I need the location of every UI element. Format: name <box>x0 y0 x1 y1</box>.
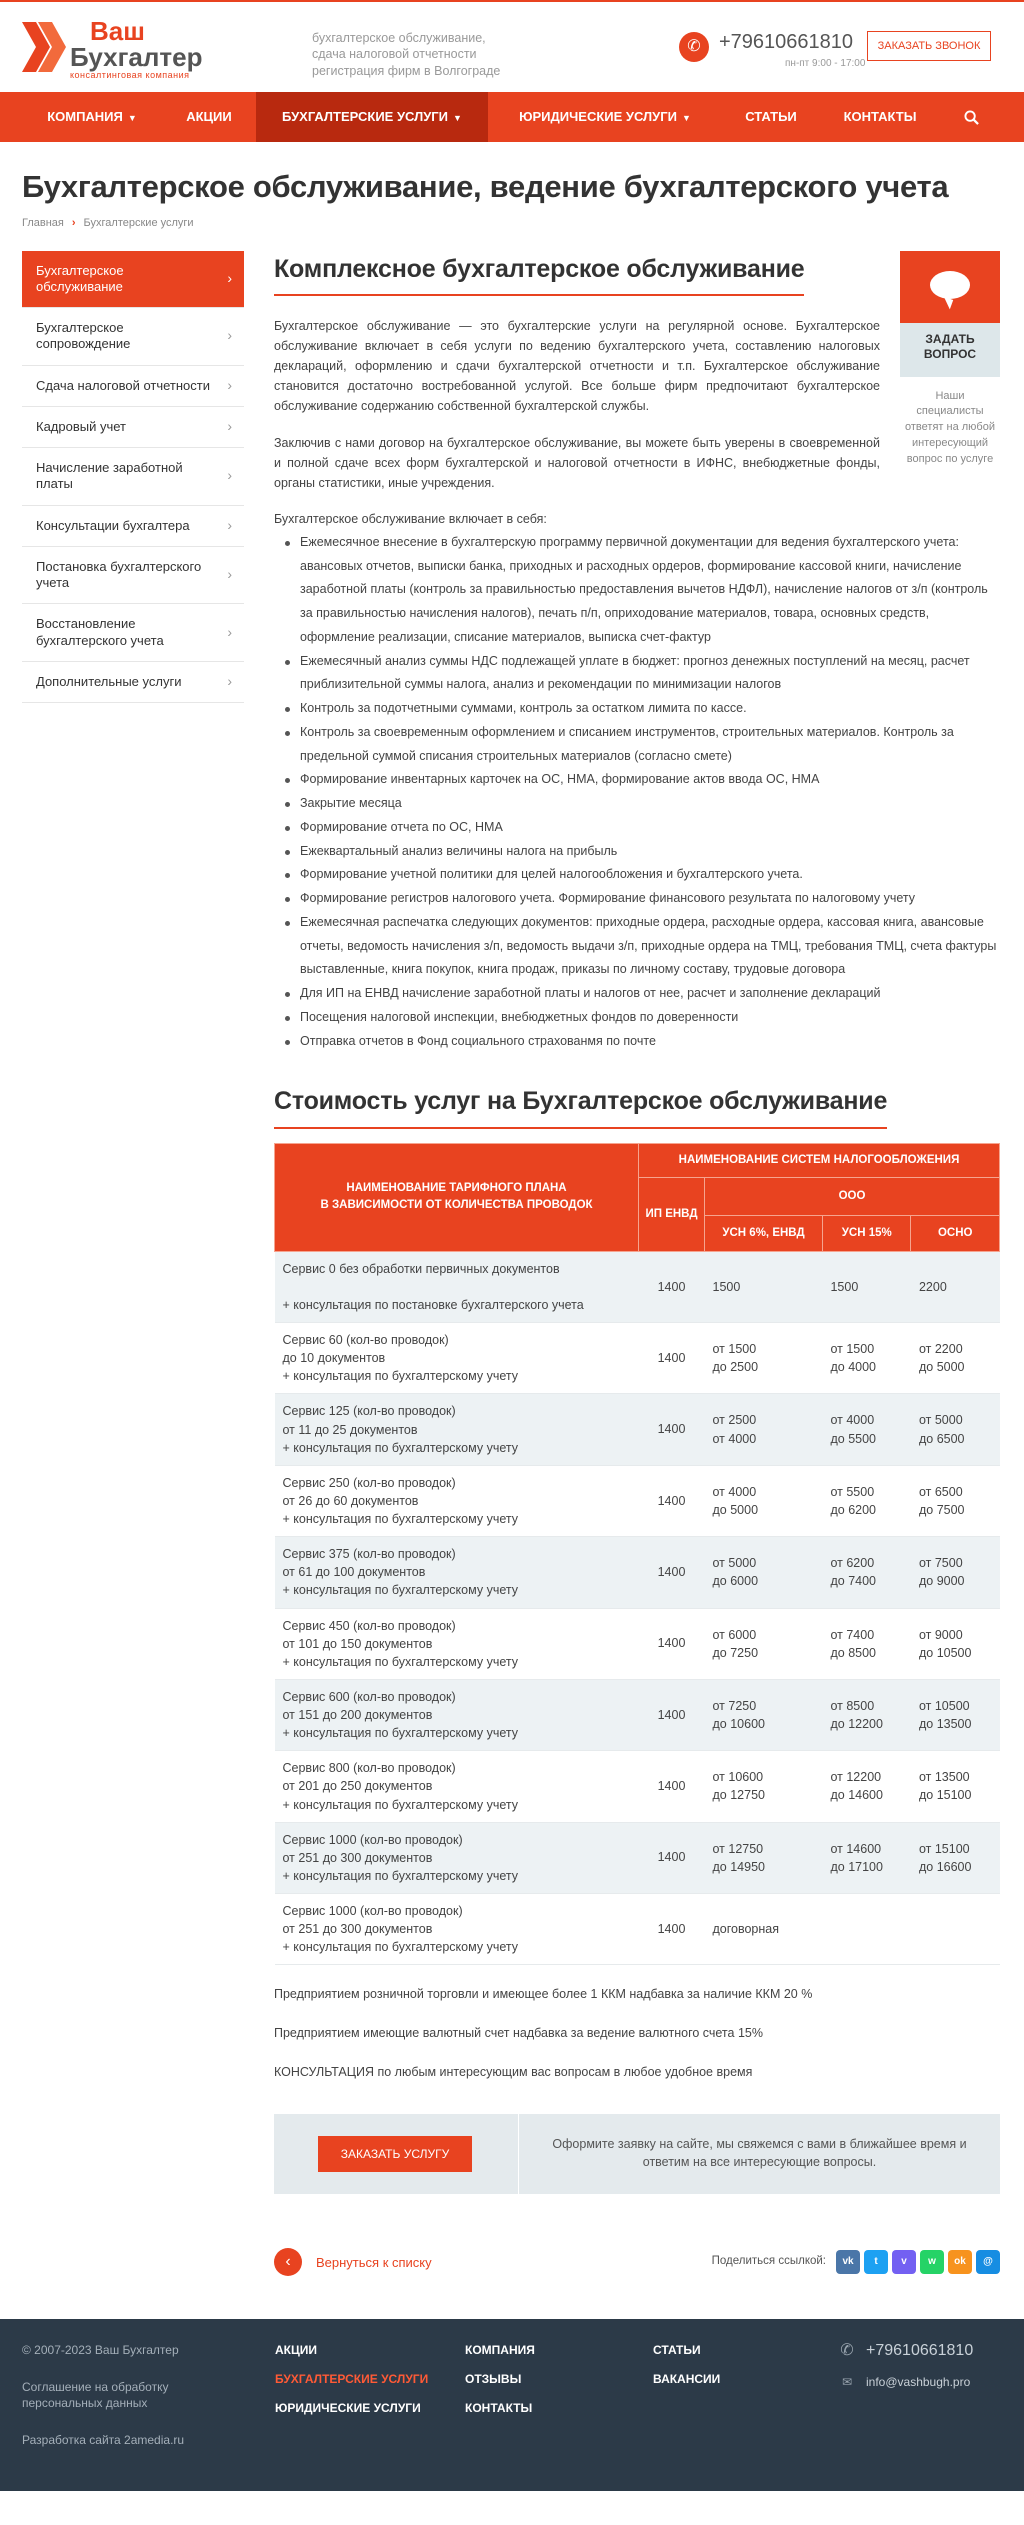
footer-col-3 <box>653 2341 720 2399</box>
osno-cell: от 5000 до 6500 <box>911 1394 1000 1465</box>
sidebar-item-label: Бухгалтерское обслуживание <box>36 262 124 294</box>
logo-chevrons-icon <box>22 22 68 72</box>
plan-line: + консультация по постановке бухгалтерского учета <box>282 1297 584 1312</box>
section-heading: Комплексное бухгалтерское обслуживание <box>274 251 804 297</box>
table-row <box>275 1465 1000 1536</box>
usn15-cell: 1500 <box>822 1251 911 1322</box>
footer-link-vacancies[interactable]: ВАКАНСИИ <box>653 2371 721 2386</box>
plan-line: Сервис 125 (кол-во проводок) <box>282 1404 456 1419</box>
chevron-right-icon: › <box>227 623 232 640</box>
list-item: Ежеквартальный анализ величины налога на прибыль <box>300 840 1000 864</box>
ooo-header: ООО <box>705 1177 1000 1215</box>
chevron-right-icon: › <box>227 467 232 484</box>
footer-link-reviews[interactable]: ОТЗЫВЫ <box>465 2371 522 2386</box>
chevron-right-icon: › <box>227 417 232 434</box>
ip-envd-cell: 1400 <box>639 1394 705 1465</box>
ip-envd-cell: 1400 <box>639 1537 705 1608</box>
phone-number[interactable]: +79610661810 <box>719 31 854 53</box>
plan-line <box>283 1278 631 1296</box>
site-logo[interactable] <box>22 16 232 80</box>
usn6-cell: от 5000 до 6000 <box>705 1537 823 1608</box>
plan-cell <box>275 1751 639 1822</box>
plan-line: Сервис 1000 (кол-во проводок) <box>282 1832 463 1847</box>
list-item: Отправка отчетов в Фонд социального страхованмя по почте <box>300 1030 1000 1054</box>
breadcrumb-current: Бухгалтерские услуги <box>83 216 194 229</box>
site-header <box>22 2 1002 92</box>
nav-item-contacts[interactable] <box>820 92 940 142</box>
usn6-cell: от 7250 до 10600 <box>705 1679 823 1750</box>
site-footer <box>0 2319 1024 2491</box>
osno-cell: от 15100 до 16600 <box>911 1822 1000 1893</box>
footer-phone[interactable] <box>840 2339 973 2363</box>
nav-item-legal-services[interactable] <box>488 92 722 142</box>
table-row <box>275 1822 1000 1893</box>
ip-envd-header: ИП ЕНВД <box>639 1177 705 1251</box>
list-item: Формирование регистров налогового учета. Формирование финансового результата по налоговому учету <box>300 887 1000 911</box>
plan-line: от 201 до 250 документов <box>282 1779 433 1794</box>
share-buttons <box>712 2250 1000 2274</box>
note: Предприятием имеющие валютный счет надбавка за ведение валютного счета 15% <box>274 2026 763 2041</box>
list-item: Ежемесячный анализ суммы НДС подлежащей уплате в бюджет: прогноз денежных поступлений на месяц, расчет приблизительной суммы налога, анализ и рекомендации по минимизации налогов <box>300 650 1000 698</box>
nav-item-company[interactable] <box>22 92 162 142</box>
plan-cell <box>275 1394 639 1465</box>
ip-envd-cell: 1400 <box>639 1894 705 1965</box>
usn15-cell: от 12200 до 14600 <box>822 1751 911 1822</box>
chevron-right-icon: › <box>227 376 232 393</box>
header-phone[interactable] <box>679 30 866 70</box>
usn15-cell: от 1500 до 4000 <box>822 1323 911 1394</box>
sidebar-item-payroll[interactable] <box>22 448 244 506</box>
table-row <box>275 1251 1000 1322</box>
plan-line: от 61 до 100 документов <box>282 1565 426 1580</box>
chevron-right-icon: › <box>227 327 232 344</box>
table-row <box>275 1394 1000 1465</box>
order-button-area <box>274 2114 518 2194</box>
plan-line: до 10 документов <box>282 1351 386 1366</box>
plan-line: + консультация по бухгалтерскому учету <box>282 1654 518 1669</box>
usn15-cell: от 7400 до 8500 <box>822 1608 911 1679</box>
plan-line: Сервис 800 (кол-во проводок) <box>282 1761 456 1776</box>
osno-cell: от 13500 до 15100 <box>911 1751 1000 1822</box>
list-item: Ежемесячное внесение в бухгалтерскую программу первичной документации для ведения бухгалтерского учета: авансовых отчетов, выписки банка, приходных и расходных ордеров, формирование кассовой книги, начисление заработной платы (контроль за правильностью предоставления вычетов НДФЛ), начисление налогов от з/п (контроль за правильностью начисления налогов), печать п/п, оприходование материалов, товара, основных средств, оформление реализации, списание материалов, выписка счет-фактур <box>300 531 1000 650</box>
plan-cell <box>275 1822 639 1893</box>
breadcrumb-home[interactable]: Главная <box>22 216 64 229</box>
slogan-line: сдача налоговой отчетности <box>312 47 477 62</box>
usn6-cell: от 6000 до 7250 <box>705 1608 823 1679</box>
plan-line: + консультация по бухгалтерскому учету <box>282 1512 518 1526</box>
nav-item-label: КОМПАНИЯ <box>47 109 123 124</box>
ip-envd-cell: 1400 <box>639 1323 705 1394</box>
contract-paragraph: Заключив с нами договор на бухгалтерское обслуживание, вы можете быть уверены в своевременной и полной сдаче всех форм бухгалтерской и налоговой отчетности в ИФНС, внебюджетные фонды, органы статистики, иные учреждения. <box>274 436 880 490</box>
sidebar-item-label: Консультации бухгалтера <box>36 517 190 533</box>
plan-cell <box>275 1894 639 1965</box>
order-service-block <box>274 2114 1000 2194</box>
plan-line: от 251 до 300 документов <box>282 1922 433 1937</box>
plan-line: Сервис 1000 (кол-во проводок) <box>282 1904 463 1918</box>
phone-icon: ✆ <box>679 32 709 62</box>
pricing-table-body <box>275 1251 1000 1965</box>
plan-header-line1: НАИМЕНОВАНИЕ ТАРИФНОГО ПЛАНА <box>346 1182 567 1194</box>
plan-line: Сервис 450 (кол-во проводок) <box>282 1618 456 1633</box>
whatsapp-share-icon[interactable]: w <box>920 2250 944 2274</box>
sidebar-item-label: Восстановление бухгалтерского учета <box>36 616 164 648</box>
note: Предприятием розничной торговли и имеющее более 1 ККМ надбавка за наличие ККМ 20 % <box>274 1987 813 2002</box>
services-list <box>274 531 1000 1054</box>
search-icon <box>964 110 979 125</box>
usn6-header: УСН 6%, ЕНВД <box>705 1215 823 1251</box>
plan-cell <box>275 1251 639 1322</box>
usn6-cell: от 10600 до 12750 <box>705 1751 823 1822</box>
plan-line: от 11 до 25 документов <box>282 1422 418 1437</box>
plan-line: + консультация по бухгалтерскому учету <box>282 1868 518 1883</box>
sidebar-item-label: Кадровый учет <box>36 418 126 434</box>
share-label: Поделиться ссылкой: <box>711 2255 826 2267</box>
main-content <box>274 251 1000 2294</box>
table-row <box>275 1894 1000 1965</box>
usn6-cell: от 2500 от 4000 <box>705 1394 823 1465</box>
table-row <box>275 1323 1000 1394</box>
nav-item-label: СТАТЬИ <box>745 109 797 124</box>
plan-line: от 251 до 300 документов <box>282 1850 433 1865</box>
plan-line: Сервис 250 (кол-во проводок) <box>282 1475 456 1490</box>
list-item: Посещения налоговой инспекции, внебюджетных фондов по доверенности <box>300 1006 1000 1030</box>
usn6-cell: 1500 <box>705 1251 823 1322</box>
ask-question-note: Наши специалисты ответят на любой интересующий вопрос по услуге <box>905 389 995 466</box>
footer-link-contacts[interactable]: КОНТАКТЫ <box>465 2400 533 2415</box>
plan-line: + консультация по бухгалтерскому учету <box>282 1726 518 1741</box>
list-item: Формирование отчета по ОС, НМА <box>300 816 1000 840</box>
osno-cell: от 2200 до 5000 <box>911 1323 1000 1394</box>
plan-cell <box>275 1465 639 1536</box>
usn6-cell: от 1500 до 2500 <box>705 1323 823 1394</box>
ip-envd-cell: 1400 <box>639 1822 705 1893</box>
plan-cell <box>275 1323 639 1394</box>
plan-line: от 151 до 200 документов <box>282 1708 433 1722</box>
footer-developer-link[interactable]: Разработка сайта 2amedia.ru <box>22 2432 185 2447</box>
sidebar-item-restoration[interactable] <box>22 604 244 662</box>
osno-cell: от 6500 до 7500 <box>911 1465 1000 1536</box>
osno-cell: от 10500 до 13500 <box>911 1679 1000 1750</box>
nav-item-label: КОНТАКТЫ <box>843 109 917 124</box>
osno-cell: 2200 <box>911 1251 1000 1322</box>
order-service-text: Оформите заявку на сайте, мы свяжемся с вами в ближайшее время и ответим на все интересующие вопросы. <box>518 2114 1000 2194</box>
tax-systems-header: НАИМЕНОВАНИЕ СИСТЕМ НАЛОГООБЛОЖЕНИЯ <box>639 1143 1000 1177</box>
table-row <box>275 1679 1000 1750</box>
logo-text-line1: Ваш <box>90 16 145 46</box>
arrow-left-icon[interactable]: ‹ <box>274 2248 302 2276</box>
sidebar-item-additional[interactable] <box>22 662 244 703</box>
mail-icon: ✉ <box>841 2374 853 2389</box>
list-item: Для ИП на ЕНВД начисление заработной платы и налогов от нее, расчет и заполнение деклараций <box>300 982 1000 1006</box>
logo-tagline: консалтинговая компания <box>70 70 190 80</box>
footer-email[interactable] <box>840 2373 970 2391</box>
intro-paragraph: Бухгалтерское обслуживание — это бухгалтерские услуги на регулярной основе. Бухгалтерское обслуживание включает в себя услуги по ведению бухгалтерского учета, составлению налоговых деклараций, оформлению и сдачи бухгалтерской отчетности и т.п. Бухгалтерское обслуживание становится достаточно востребованной услугой. Все больше фирм предпочитают бухгалтерское обслуживание содержанию собственной бухгалтерской службы. <box>274 319 880 413</box>
osno-cell: от 7500 до 9000 <box>911 1537 1000 1608</box>
plan-line: Сервис 60 (кол-во проводок) <box>282 1333 449 1347</box>
plan-line: + консультация по бухгалтерскому учету <box>282 1440 518 1455</box>
table-row <box>275 1608 1000 1679</box>
chevron-down-icon: ▼ <box>681 113 691 123</box>
list-item: Закрытие месяца <box>300 792 1000 816</box>
plan-cell <box>275 1537 639 1608</box>
plan-header-line2: В ЗАВИСИМОСТИ ОТ КОЛИЧЕСТВА ПРОВОДОК <box>320 1199 593 1212</box>
page-title: Бухгалтерское обслуживание, ведение бухгалтерского учета <box>22 169 949 204</box>
odnoklassniki-share-icon[interactable]: ok <box>948 2250 972 2274</box>
sidebar-item-label: Сдача налоговой отчетности <box>36 377 211 393</box>
back-to-list-link[interactable]: Вернуться к списку <box>316 2254 432 2270</box>
chat-bubble-icon <box>930 271 970 299</box>
osno-cell: от 9000 до 10500 <box>911 1608 1000 1679</box>
nav-item-accounting-services[interactable] <box>256 92 488 142</box>
phone-icon: ✆ <box>840 2341 854 2359</box>
footer-link-legal[interactable]: ЮРИДИЧЕСКИЕ УСЛУГИ <box>275 2400 421 2415</box>
slogan-line: бухгалтерское обслуживание, <box>312 31 486 45</box>
list-item: Контроль за подотчетными суммами, контроль за остатком лимита по кассе. <box>300 697 1000 721</box>
footer-link-company[interactable]: КОМПАНИЯ <box>465 2342 535 2357</box>
footer-col-2 <box>465 2341 535 2428</box>
ip-envd-cell: 1400 <box>639 1608 705 1679</box>
order-service-button[interactable]: ЗАКАЗАТЬ УСЛУГУ <box>318 2136 472 2172</box>
plan-cell <box>275 1679 639 1750</box>
sidebar-item-label: Начисление заработной платы <box>36 460 183 492</box>
sidebar-item-tax-reporting[interactable] <box>22 366 244 407</box>
footer-copyright: © 2007-2023 Ваш Бухгалтер <box>22 2342 179 2357</box>
plan-line: + консультация по бухгалтерскому учету <box>282 1940 518 1955</box>
sidebar-item-label: Дополнительные услуги <box>36 673 182 689</box>
order-call-button[interactable]: ЗАКАЗАТЬ ЗВОНОК <box>867 31 991 61</box>
footer-link-accounting[interactable]: БУХГАЛТЕРСКИЕ УСЛУГИ <box>275 2371 429 2386</box>
main-nav <box>0 92 1024 142</box>
footer-email-address: info@vashbugh.pro <box>866 2374 971 2389</box>
nav-item-label: ЮРИДИЧЕСКИЕ УСЛУГИ <box>519 109 677 124</box>
nav-item-label: БУХГАЛТЕРСКИЕ УСЛУГИ <box>282 109 449 124</box>
viber-share-icon[interactable]: v <box>892 2250 916 2274</box>
footer-phone-number: +79610661810 <box>866 2341 974 2359</box>
ask-question-widget <box>900 251 1000 469</box>
list-item: Формирование инвентарных карточек на ОС, НМА, формирование актов ввода ОС, НМА <box>300 768 1000 792</box>
usn15-cell: от 4000 до 5500 <box>822 1394 911 1465</box>
plan-line: от 26 до 60 документов <box>282 1493 419 1508</box>
table-row <box>275 1751 1000 1822</box>
footer-privacy-link[interactable]: Соглашение на обработку персональных данных <box>22 2379 169 2411</box>
list-item: Контроль за своевременным оформлением и списанием инструментов, строительных материалов. Контроль за предельной суммой списания строительных материалов (согласно смете) <box>300 721 1000 769</box>
plan-column-header <box>275 1143 639 1251</box>
list-intro: Бухгалтерское обслуживание включает в себя: <box>274 512 547 526</box>
plan-line: + консультация по бухгалтерскому учету <box>282 1583 518 1598</box>
chevron-right-icon: › <box>227 672 232 689</box>
sidebar-item-accounting-support[interactable] <box>22 308 244 366</box>
twitter-share-icon[interactable]: t <box>864 2250 888 2274</box>
chevron-right-icon: › <box>227 269 232 286</box>
pricing-table <box>274 1143 1000 1966</box>
ip-envd-cell: 1400 <box>639 1679 705 1750</box>
plan-line: Сервис 375 (кол-во проводок) <box>282 1547 456 1562</box>
pricing-heading: Стоимость услуг на Бухгалтерское обслуживание <box>274 1083 887 1129</box>
breadcrumb-chevron-icon: › <box>71 216 76 229</box>
sidebar-item-setup[interactable] <box>22 547 244 605</box>
ip-envd-cell: 1400 <box>639 1251 705 1322</box>
pricing-notes <box>274 1985 1000 2081</box>
list-item: Формирование учетной политики для целей налогообложения и бухгалтерского учета. <box>300 863 1000 887</box>
plan-line: Сервис 600 (кол-во проводок) <box>282 1689 456 1704</box>
back-share-row <box>274 2244 1000 2294</box>
plan-line: от 101 до 150 документов <box>282 1636 433 1651</box>
chevron-down-icon: ▼ <box>453 113 462 123</box>
chevron-down-icon: ▼ <box>127 113 137 123</box>
sidebar-item-label: Бухгалтерское сопровождение <box>36 320 131 352</box>
slogan-line: регистрация фирм в Волгограде <box>312 63 501 78</box>
footer-col-1 <box>275 2341 428 2428</box>
usn15-header: УСН 15% <box>822 1215 911 1251</box>
usn15-cell: от 5500 до 6200 <box>822 1465 911 1536</box>
chevron-right-icon: › <box>227 566 232 582</box>
moimir-share-icon[interactable]: @ <box>976 2250 1000 2274</box>
usn6-cell: договорная <box>705 1894 1000 1965</box>
plan-line: Сервис 0 без обработки первичных документов <box>282 1261 560 1276</box>
usn6-cell: от 12750 до 14950 <box>705 1822 823 1893</box>
nav-item-articles[interactable] <box>722 92 820 142</box>
usn15-cell: от 8500 до 12200 <box>822 1679 911 1750</box>
plan-cell <box>275 1608 639 1679</box>
footer-link-articles[interactable]: СТАТЬИ <box>653 2342 701 2357</box>
sidebar-item-hr-records[interactable] <box>22 407 244 448</box>
header-slogan <box>312 30 532 79</box>
ip-envd-cell: 1400 <box>639 1751 705 1822</box>
ip-envd-cell: 1400 <box>639 1465 705 1536</box>
usn15-cell: от 6200 до 7400 <box>822 1537 911 1608</box>
sidebar <box>22 251 244 2294</box>
search-button[interactable] <box>940 92 1002 142</box>
breadcrumb <box>22 215 1002 245</box>
sidebar-item-accounting-service[interactable] <box>22 251 244 309</box>
nav-item-label: АКЦИИ <box>186 109 232 124</box>
sidebar-item-label: Постановка бухгалтерского учета <box>36 558 202 590</box>
plan-line: + консультация по бухгалтерскому учету <box>282 1797 518 1812</box>
nav-item-promotions[interactable] <box>162 92 256 142</box>
chevron-right-icon: › <box>227 516 232 533</box>
note: КОНСУЛЬТАЦИЯ по любым интересующим вас вопросам в любое удобное время <box>274 2064 753 2079</box>
usn15-cell: от 14600 до 17100 <box>822 1822 911 1893</box>
list-item: Ежемесячная распечатка следующих документов: приходные ордера, расходные ордера, кассовая книга, авансовые отчеты, ведомость начисления з/п, ведомость выдачи з/п, приходные ордера на ТМЦ, требования ТМЦ, счета фактуры выставленные, книга покупок, книга продаж, приказы по личному составу, трудовые договора <box>300 911 1000 982</box>
ask-question-button[interactable] <box>900 251 1000 377</box>
logo-text-line2: Бухгалтер <box>70 42 203 72</box>
footer-link-promotions[interactable]: АКЦИИ <box>275 2342 318 2357</box>
vk-share-icon[interactable]: vk <box>836 2250 860 2274</box>
sidebar-item-consulting[interactable] <box>22 506 244 547</box>
usn6-cell: от 4000 до 5000 <box>705 1465 823 1536</box>
working-hours: пн-пт 9:00 - 17:00 <box>785 58 866 69</box>
table-row <box>275 1537 1000 1608</box>
ask-question-label: ЗАДАТЬ ВОПРОС <box>900 323 1000 377</box>
plan-line: + консультация по бухгалтерскому учету <box>282 1369 518 1384</box>
osno-header: ОСНО <box>911 1215 1000 1251</box>
